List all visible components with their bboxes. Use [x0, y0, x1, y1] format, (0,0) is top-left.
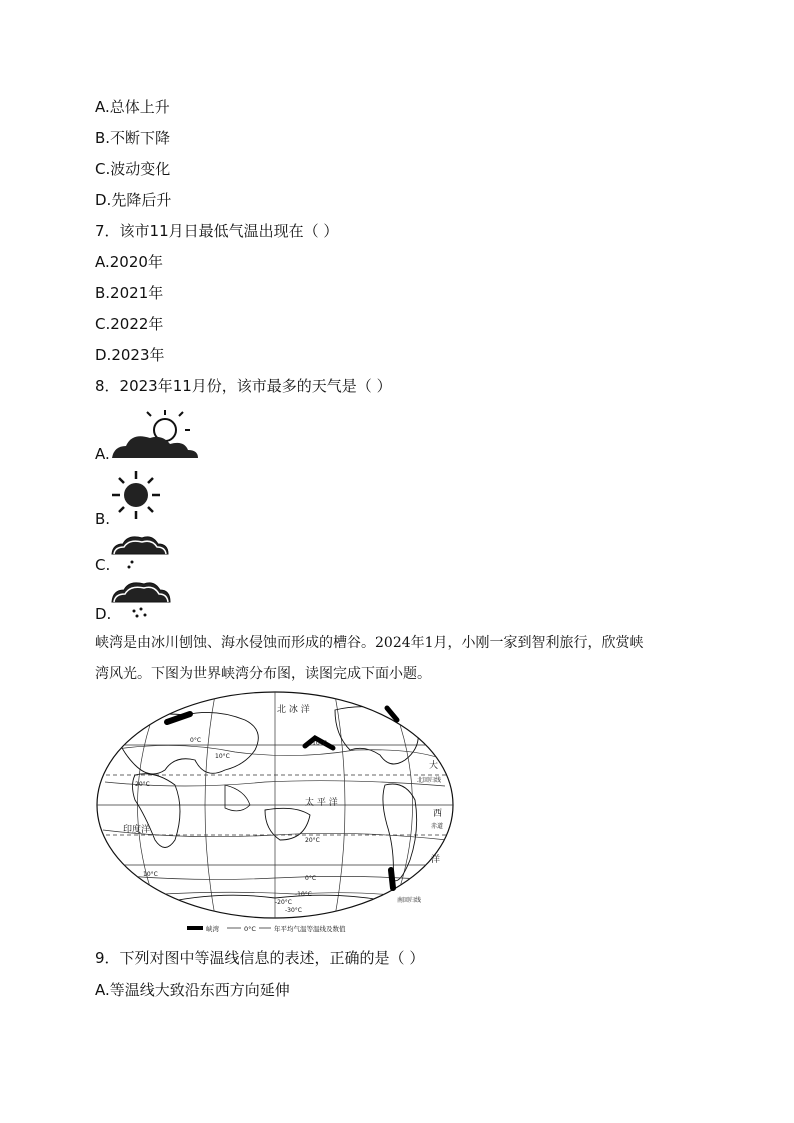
- isotherm-label: -10°C: [295, 891, 312, 898]
- legend-zero-label: 0°C: [244, 925, 256, 933]
- q7-option-b: B.2021年: [95, 284, 164, 302]
- q8-option-b-letter: B.: [95, 510, 111, 528]
- q7-option-d: D.2023年: [95, 346, 165, 364]
- q6-option-b: B.不断下降: [95, 129, 171, 147]
- label-arctic-ocean: 北 冰 洋: [277, 705, 310, 715]
- isotherm-label: 20°C: [135, 781, 150, 788]
- q7-option-a: A.2020年: [95, 253, 163, 271]
- label-tropic-north: 北回归线: [417, 777, 442, 784]
- q9-option-a: A.等温线大致沿东西方向延伸: [95, 981, 290, 999]
- light-rain-icon: [110, 532, 170, 572]
- q8-stem: 8．2023年11月份，该市最多的天气是（ ）: [95, 377, 392, 395]
- q9-stem: 9．下列对图中等温线信息的表述，正确的是（ ）: [95, 949, 425, 967]
- world-fjord-map: [95, 690, 455, 936]
- label-atlantic-xi: 西: [433, 809, 443, 819]
- label-indian-ocean: 印度洋: [123, 825, 151, 835]
- isotherm-label: 10°C: [215, 753, 230, 760]
- q7-option-c: C.2022年: [95, 315, 164, 333]
- isotherm-label: 10°C: [143, 871, 158, 878]
- legend-fjord-label: 峡湾: [206, 925, 219, 933]
- label-equator: 赤道: [431, 823, 444, 830]
- passage-line-2: 湾风光。下图为世界峡湾分布图，读图完成下面小题。: [95, 666, 431, 682]
- legend-isotherm-label: 年平均气温等温线及数值: [274, 925, 346, 933]
- label-atlantic-yang: 洋: [431, 855, 441, 865]
- isotherm-label: 0°C: [190, 737, 202, 744]
- isotherm-label: 0°C: [305, 875, 317, 882]
- q6-option-d: D.先降后升: [95, 191, 172, 209]
- q8-option-d-letter: D.: [95, 605, 112, 623]
- isotherm-label: 20°C: [305, 837, 320, 844]
- q8-option-a-letter: A.: [95, 445, 110, 463]
- isotherm-label: -10°C: [310, 740, 327, 747]
- q6-option-a: A.总体上升: [95, 98, 170, 116]
- label-pacific-ocean: 太 平 洋: [305, 798, 338, 808]
- isotherm-label: -20°C: [275, 899, 292, 906]
- fjord-mark-chile: [391, 870, 393, 888]
- label-tropic-south: 南回归线: [397, 897, 422, 904]
- sun-icon: [110, 468, 162, 522]
- cloudy-sun-icon: [110, 408, 202, 462]
- passage-line-1: 峡湾是由冰川刨蚀、海水侵蚀而形成的槽谷。2024年1月，小刚一家到智利旅行，欣赏峡: [95, 635, 644, 651]
- q6-option-c: C.波动变化: [95, 160, 171, 178]
- q8-option-c-letter: C.: [95, 556, 111, 574]
- snow-icon: [110, 578, 172, 622]
- q7-stem: 7．该市11月日最低气温出现在（ ）: [95, 222, 339, 240]
- label-atlantic-da: 大: [429, 761, 439, 771]
- isotherm-label: -30°C: [285, 907, 302, 914]
- map-legend: [187, 924, 346, 933]
